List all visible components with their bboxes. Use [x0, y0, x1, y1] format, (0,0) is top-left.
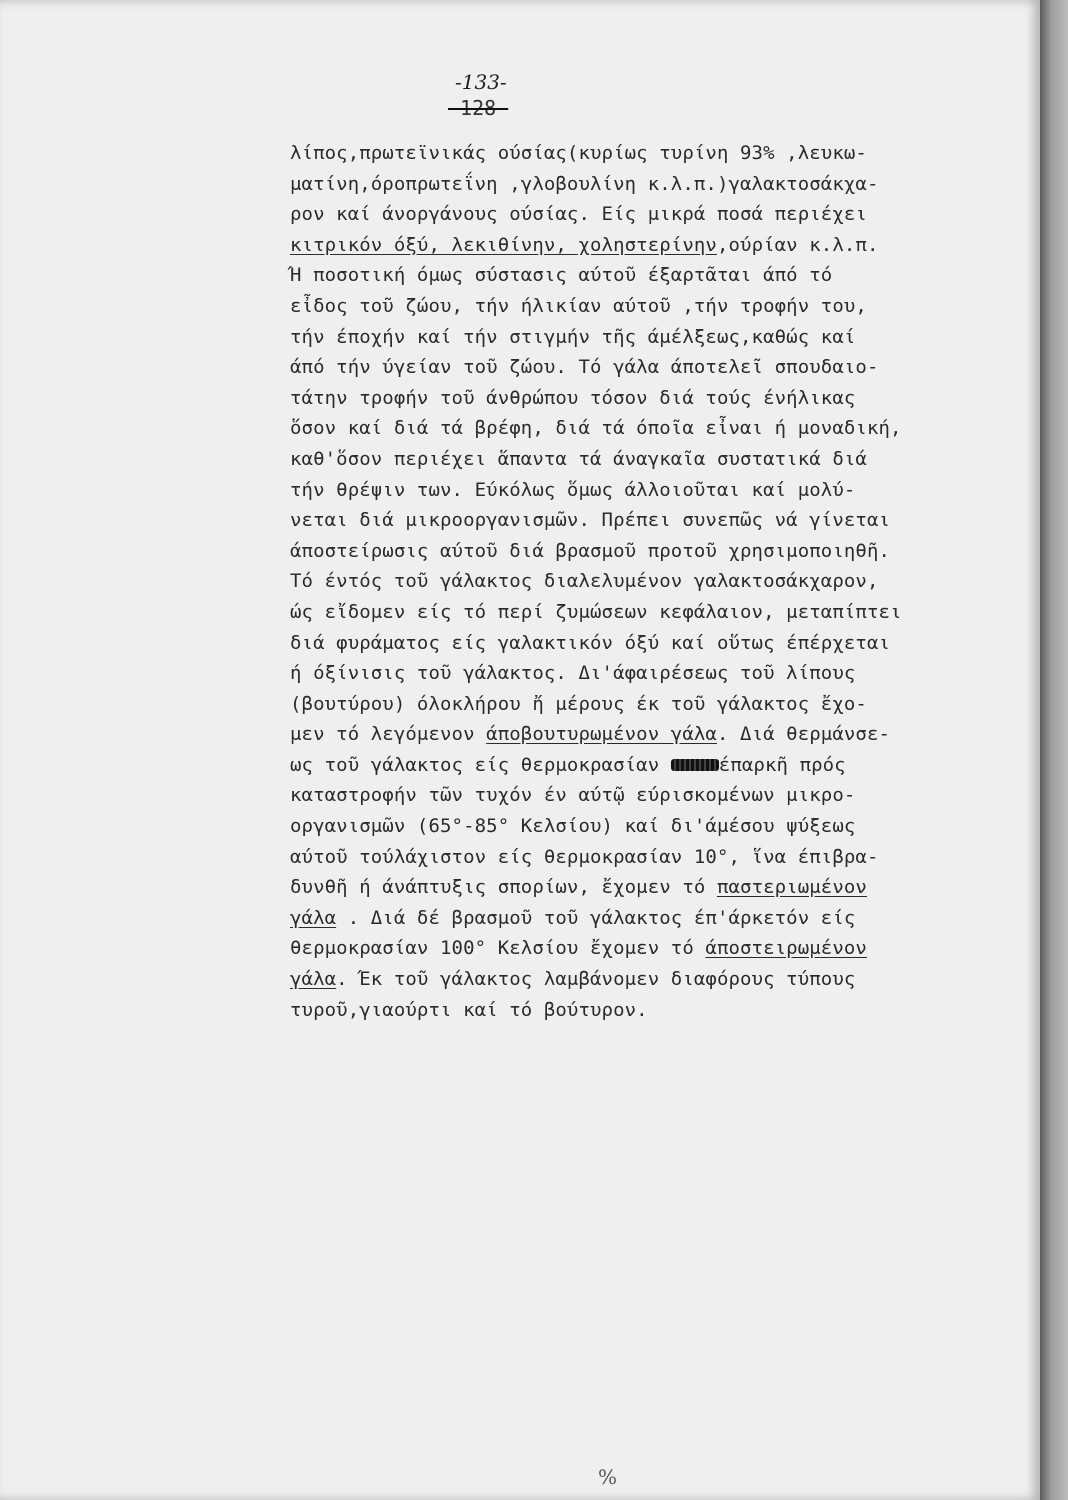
text-line-29: τυροῦ,γιαούρτι καί τό βούτυρον. [290, 998, 648, 1021]
text-line-25-head: δυνθῆ ή άνάπτυξις σπορίων, ἔχομεν τό [290, 876, 717, 899]
footer-mark: % [598, 1465, 618, 1489]
text-line-4-tail: ,ούρίαν κ.λ.π. [716, 233, 879, 256]
text-line-8: άπό τήν ύγείαν τοῦ ζώου. Τό γάλα άποτελεῖ σπουδαιο- [290, 356, 879, 379]
text-line-20-tail: . Διά θερμάνσε- [716, 723, 891, 746]
crossed-out-word [671, 759, 719, 771]
text-line-24: αύτοῦ τούλάχιστον είς θερμοκρασίαν 10°, ἵνα έπιβρα- [290, 845, 879, 868]
text-line-2: ματίνη,όροπρωτεΐνη ,γλοβουλίνη κ.λ.π.)γαλακτοσάκχα- [290, 172, 879, 195]
text-line-25 [290, 872, 1010, 903]
text-line-14: άποστείρωσις αύτοῦ διά βρασμοῦ προτοῦ χρησιμοποιηθῆ. [290, 539, 891, 562]
underlined-term-1: κιτρικόν όξύ, λεκιθίνην, χοληστερίνην [290, 233, 717, 256]
text-line-17: διά φυράματος είς γαλακτικόν όξύ καί οὕτως έπέρχεται [290, 631, 891, 654]
text-line-15: Τό έντός τοῦ γάλακτος διαλελυμένον γαλακτοσάκχαρον, [290, 570, 879, 593]
text-line-4 [290, 230, 1010, 261]
text-line-10: ὅσον καί διά τά βρέφη, διά τά όποῖα εἶναι ή μοναδική, [290, 417, 902, 440]
typed-page-number-struck: -128- [448, 96, 509, 120]
text-line-9: τάτην τροφήν τοῦ άνθρώπου τόσον διά τούς ένήλικας [290, 386, 856, 409]
text-line-28-tail: . Έκ τοῦ γάλακτος λαμβάνομεν διαφόρους τύπους [336, 968, 856, 991]
text-line-18: ή όξίνισις τοῦ γάλακτος. Δι'άφαιρέσεως τοῦ λίπους [290, 662, 856, 685]
text-line-5: Ή ποσοτική όμως σύστασις αύτοῦ έξαρτᾶται άπό τό [290, 264, 833, 287]
underlined-term-4: γάλα [290, 906, 337, 929]
underlined-term-6: γάλα [290, 968, 337, 991]
text-line-20-head: μεν τό λεγόμενον [290, 723, 487, 746]
underlined-term-5: άποστειρωμένον [705, 937, 867, 960]
text-line-26-tail: . Διά δέ βρασμοῦ τοῦ γάλακτος έπ'άρκετόν είς [336, 906, 856, 929]
underlined-term-3: παστεριωμένον [716, 876, 867, 899]
text-line-26 [290, 903, 1010, 934]
text-line-11: καθ'ὅσον περιέχει ἅπαντα τά άναγκαῖα συστατικά διά [290, 447, 867, 470]
text-line-27-head: θερμοκρασίαν 100° Κελσίου ἔχομεν τό [290, 937, 706, 960]
text-line-21 [290, 750, 1010, 781]
text-line-3: ρον καί άνοργάνους ούσίας. Είς μικρά ποσά περιέχει [290, 203, 867, 226]
text-line-20 [290, 719, 1010, 750]
text-line-28 [290, 964, 1010, 995]
text-line-23: οργανισμῶν (65°-85° Κελσίου) καί δι'άμέσου ψύξεως [290, 815, 856, 838]
text-line-21-head: ως τοῦ γάλακτος είς θερμοκρασίαν [290, 753, 671, 776]
text-line-13: νεται διά μικροοργανισμῶν. Πρέπει συνεπῶς νά γίνεται [290, 509, 891, 532]
text-line-1: λίπος,πρωτεϊνικάς ούσίας(κυρίως τυρίνη 93% ,λευκω- [290, 142, 867, 164]
text-line-16: ώς εἴδομεν είς τό περί ζυμώσεων κεφάλαιον, μεταπίπτει [290, 600, 902, 623]
text-line-27 [290, 933, 1010, 964]
text-line-22: καταστροφήν τῶν τυχόν έν αύτῷ εύρισκομένων μικρο- [290, 784, 856, 807]
text-line-19: (βουτύρου) όλοκλήρου ἤ μέρους έκ τοῦ γάλακτος ἔχο- [290, 692, 867, 715]
handwritten-page-number: -133- [455, 70, 507, 94]
page-edge-shadow [1040, 0, 1068, 1500]
text-line-7: τήν έποχήν καί τήν στιγμήν τῆς άμέλξεως,καθώς καί [290, 325, 856, 348]
typewritten-body [290, 138, 1010, 1025]
text-line-6: εἶδος τοῦ ζώου, τήν ήλικίαν αύτοῦ ,τήν τροφήν του, [290, 294, 867, 317]
text-line-12: τήν θρέψιν των. Εύκόλως ὅμως άλλοιοῦται καί μολύ- [290, 478, 856, 501]
text-line-21-tail: έπαρκῆ πρός [718, 753, 846, 776]
underlined-term-2: άποβουτυρωμένον γάλα [486, 723, 717, 746]
